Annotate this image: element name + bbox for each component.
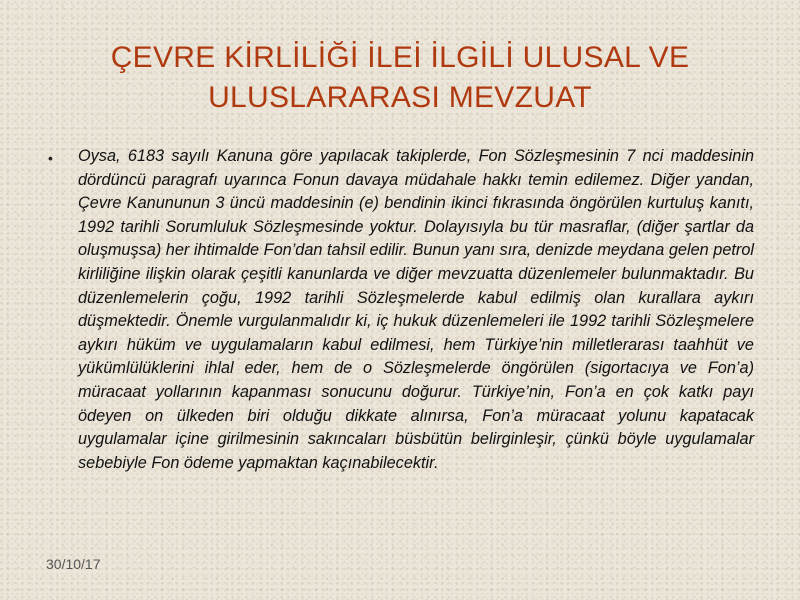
slide-date: 30/10/17 <box>46 556 101 572</box>
slide-title: ÇEVRE KİRLİLİĞİ İLEİ İLGİLİ ULUSAL VE ULUSLARARASI MEVZUAT <box>110 41 690 114</box>
body-paragraph: Oysa, 6183 sayılı Kanuna göre yapılacak takiplerde, Fon Sözleşmesinin 7 nci maddesinin dördüncü paragrafı uyarınca Fonun davaya müdahale hakkı temin edilemez. Diğer yandan, Çevre Kanununun 3 üncü maddesinin (e) bendinin ikinci fıkrasında öngörülen kurtuluş kanıtı, 1992 tarihli Sorumluluk Sözleşmesinde yoktur. Dolayısıyla bu tür masraflar, (diğer şartlar da oluşmuşsa) her ihtimalde Fon’dan tahsil edilir. Bunun yanı sıra, denizde meydana gelen petrol kirliliğine ilişkin olarak çeşitli kanunlarda ve diğer mevzuatta düzenlemeler bulunmaktadır. Bu düzenlemelerin çoğu, 1992 tarihli Sözleşmelerde kabul edilmiş olan kurallara aykırı düşmektedir. Önemle vurgulanmalıdır ki, iç hukuk düzenlemeleri ile 1992 tarihli Sözleşmelere aykırı hüküm ve uygulamaların kabul edilmesi, hem Türkiye’nin milletlerarası taahhüt ve yükümlülüklerini ihlal eder, hem de o Sözleşmelerde öngörülen (sigortacıya ve Fon’a) müracaat yollarının kapanması sonucunu doğurur. Türkiye’nin, Fon’a en çok katkı payı ödeyen on ülkeden biri olduğu dikkate alınırsa, Fon’a müracaat yolunu kapatacak uygulamalar içine girilmesinin sakıncaları büsbütün belirginleşir, çünkü böyle uygulamalar sebebiyle Fon ödeme yapmaktan kaçınabilecektir. <box>78 147 754 472</box>
bullet-icon: • <box>48 150 53 166</box>
